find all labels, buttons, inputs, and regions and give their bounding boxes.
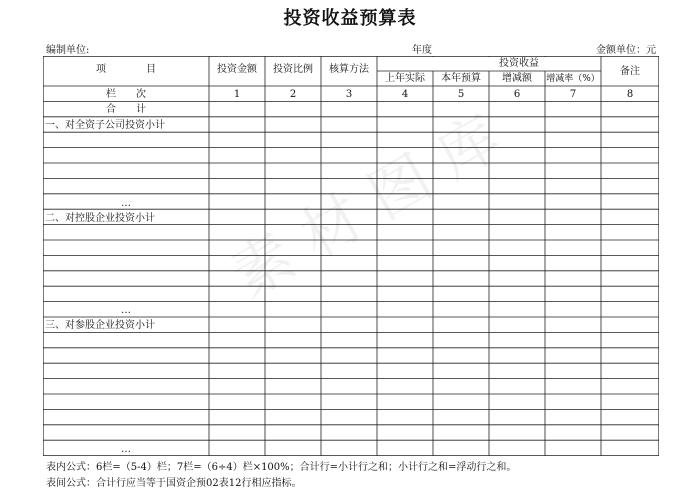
page-title: 投资收益预算表	[283, 8, 417, 29]
section-label: 二、对控股企业投资小计	[45, 213, 155, 224]
header-mask	[488, 57, 490, 71]
budget-table	[43, 56, 659, 456]
column-number: 3	[345, 89, 353, 100]
row-label-total: 合 计	[106, 104, 146, 115]
col-header-change: 增减额	[502, 73, 532, 84]
col-header-last-year: 上年实际	[385, 73, 425, 84]
col-header-method: 核算方法	[329, 64, 369, 75]
formula-note-inner: 表内公式：6栏=（5-4）栏；7栏=（6÷4）栏×100%；合计行=小计行之和；小计行之和=浮动行之和。	[46, 462, 517, 473]
col-header-ratio: 投资比例	[273, 64, 313, 75]
column-number: 1	[233, 89, 241, 100]
header-mask	[432, 57, 434, 71]
section-label: 一、对全资子公司投资小计	[45, 120, 165, 131]
column-number: 2	[289, 89, 297, 100]
column-number: 4	[401, 89, 409, 100]
col-header-change-rate: 增减率（%）	[546, 74, 600, 84]
org-label: 编制单位:	[46, 45, 90, 56]
col-header-income: 投资收益	[499, 58, 539, 69]
column-number: 7	[569, 89, 577, 100]
header-mask	[544, 57, 546, 71]
col-header-item: 项 目	[96, 64, 156, 75]
ellipsis-marker: …	[121, 444, 131, 455]
unit-label: 金额单位：元	[596, 45, 656, 56]
column-number: 6	[513, 89, 521, 100]
col-header-this-year: 本年预算	[441, 73, 481, 84]
col-header-amount: 投资金额	[217, 64, 257, 75]
year-label: 年度	[412, 45, 432, 56]
row-label-column-no: 栏 次	[106, 89, 146, 100]
section-label: 三、对参股企业投资小计	[45, 320, 155, 331]
col-header-remark: 备注	[620, 66, 640, 77]
watermark: 素 材 图 库	[219, 102, 513, 312]
column-number: 8	[626, 89, 634, 100]
column-number: 5	[457, 89, 465, 100]
formula-note-cross: 表间公式：合计行应当等于国资企预02表12行相应指标。	[46, 478, 302, 489]
ellipsis-marker: …	[121, 198, 131, 209]
ellipsis-marker: …	[121, 305, 131, 316]
